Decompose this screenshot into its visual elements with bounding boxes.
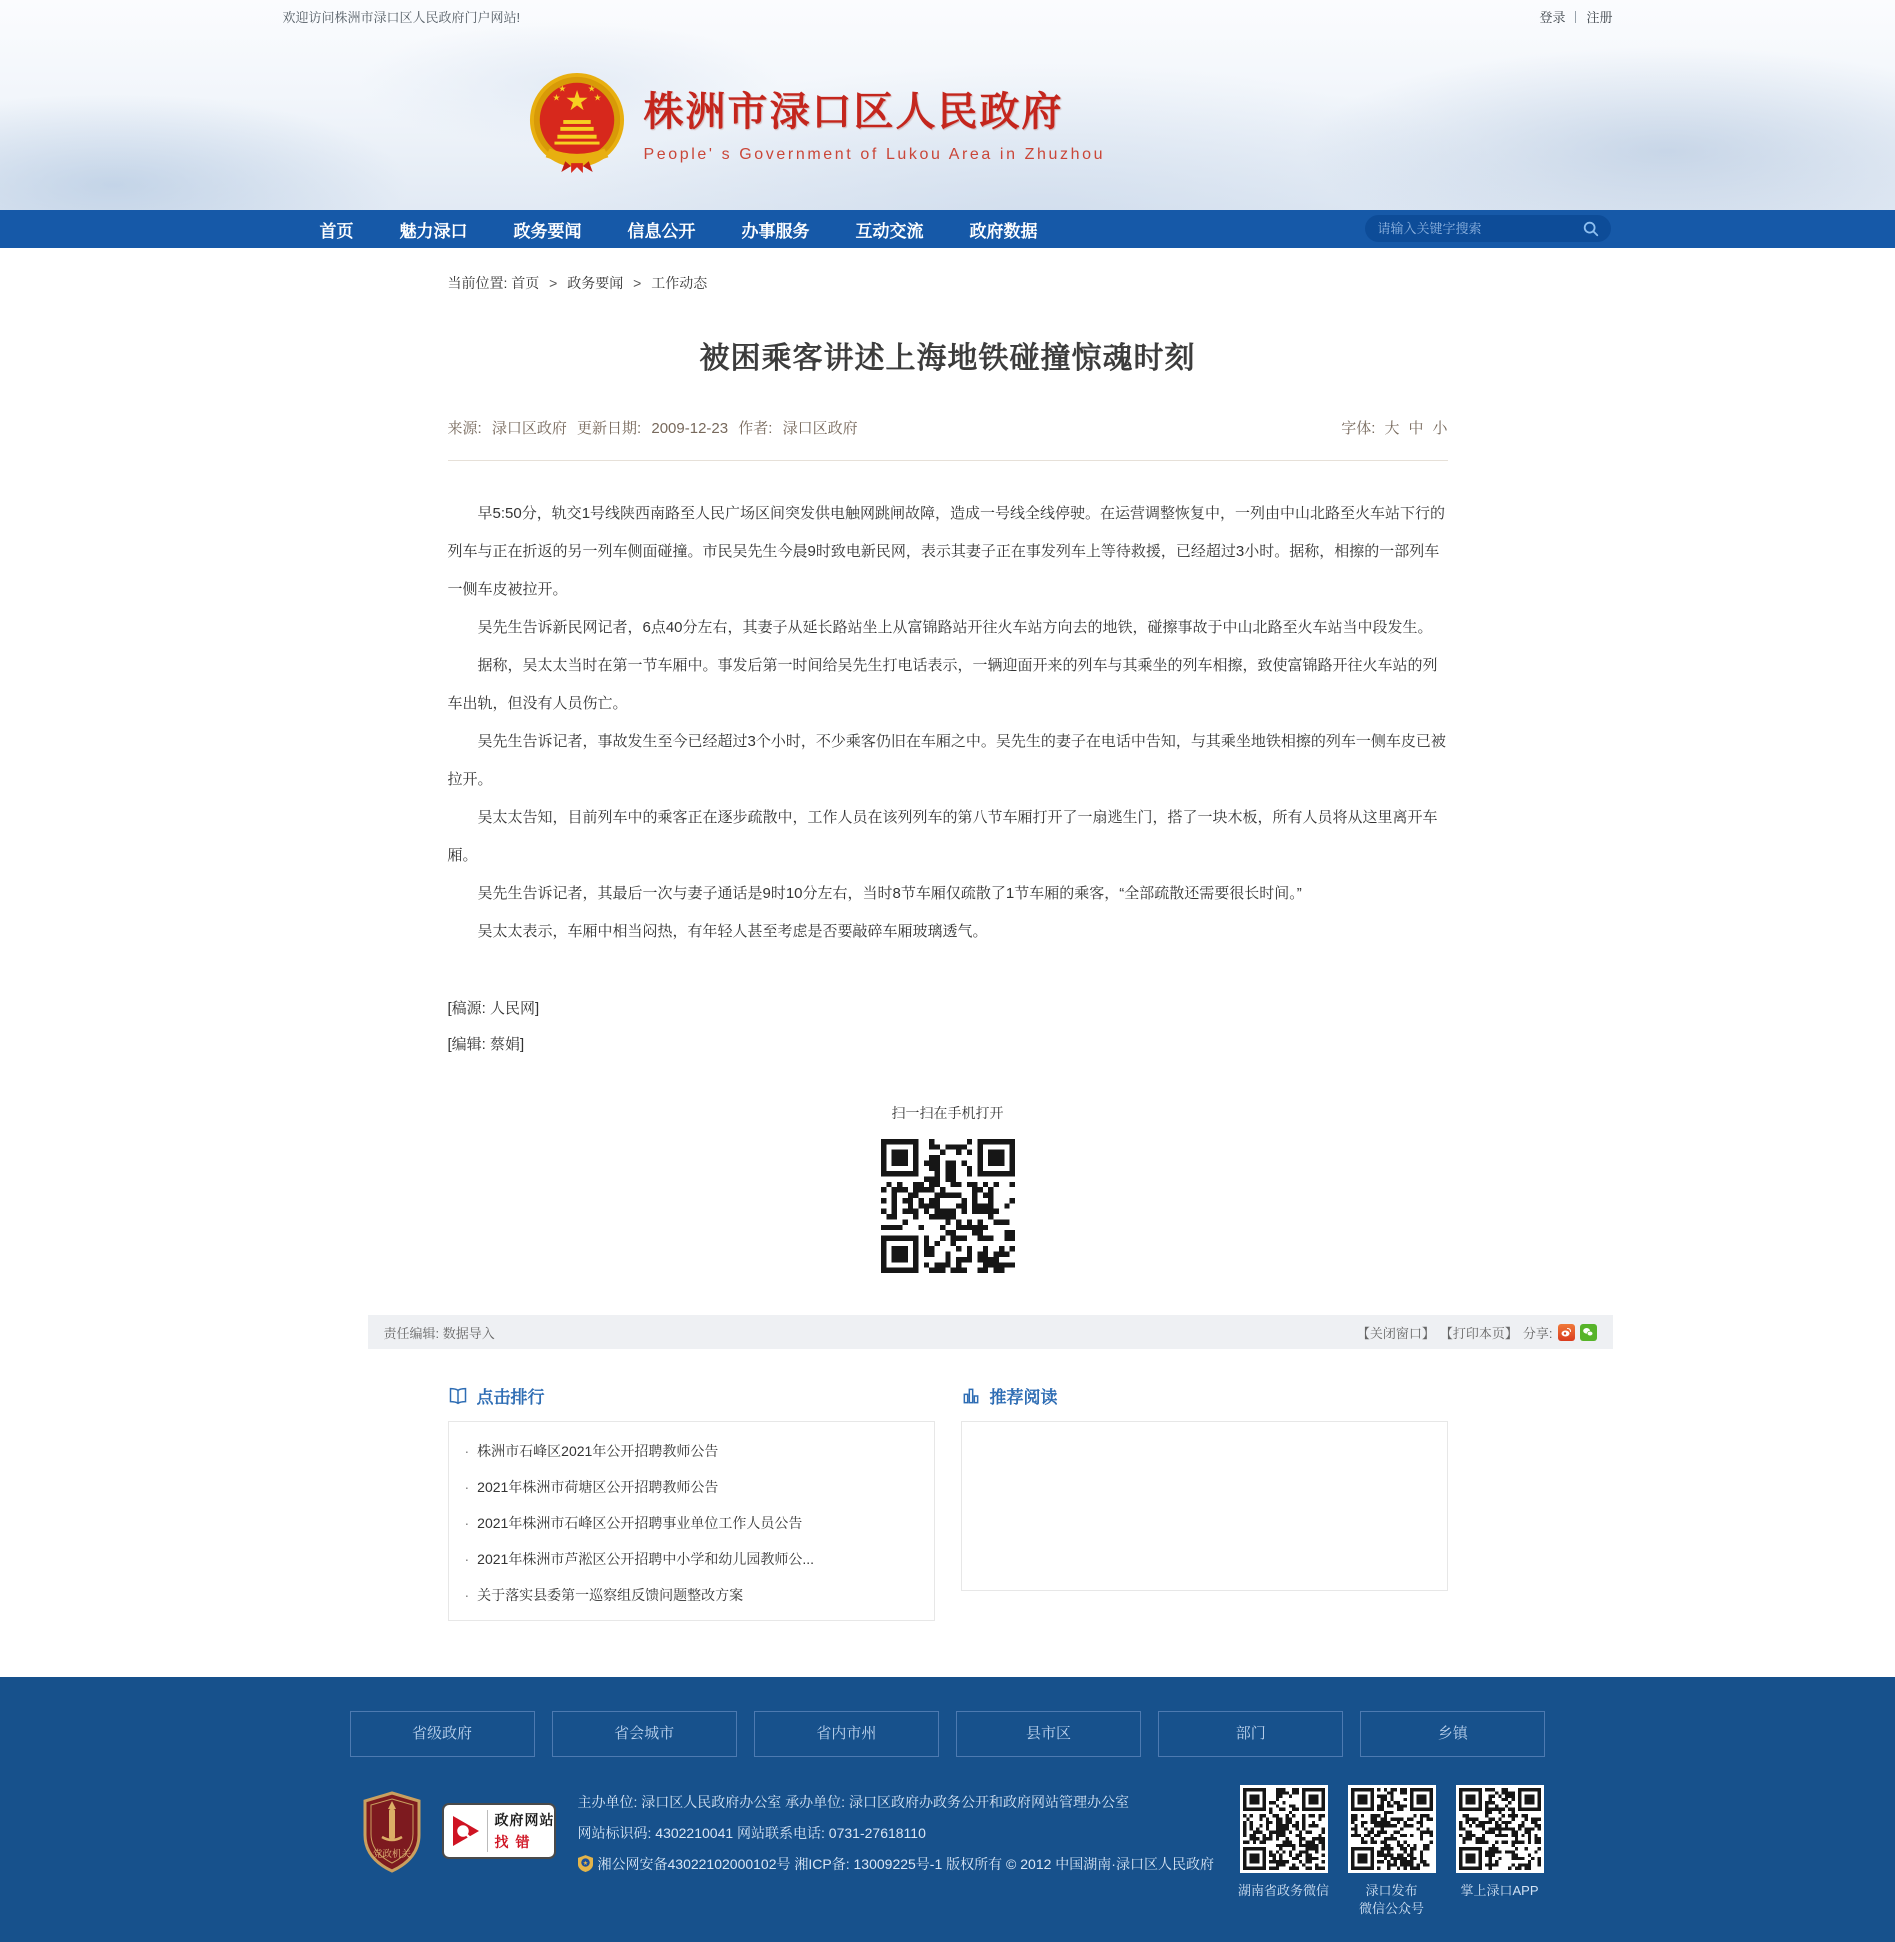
action-bar [368,1315,1613,1349]
font-size-small-button[interactable]: 小 [1432,420,1448,437]
ranking-item[interactable]: · 2021年株洲市芦淞区公开招聘中小学和幼儿园教师公... [464,1551,814,1567]
public-security-beian-link[interactable]: 湘公网安备43022102000102号 [597,1856,791,1872]
print-page-button[interactable]: 【打印本页】 [1439,1325,1518,1341]
police-badge-icon [578,1855,593,1872]
ranking-item[interactable]: · 2021年株洲市石峰区公开招聘事业单位工作人员公告 [464,1515,803,1531]
nav-item-gov-data[interactable]: 政府数据 [969,221,1038,241]
article-notes [448,991,1448,1063]
bar-chart-icon [961,1386,981,1406]
topbar [283,0,1613,33]
nav-item-charm-lukou[interactable]: 魅力渌口 [399,221,468,241]
nav-item-services[interactable]: 办事服务 [741,221,810,241]
note-editor: [编辑: 蔡娟] [447,1036,525,1053]
nav-item-interaction[interactable]: 互动交流 [855,221,924,241]
recommend-title: 推荐阅读 [989,1388,1058,1407]
qr-code-image [1240,1785,1328,1873]
note-source: [稿源: 人民网] [447,1000,540,1017]
footer-info-line2: 网站标识码: 4302210041 网站联系电话: 0731-27618110 [577,1825,926,1841]
font-size-medium-button[interactable]: 中 [1408,420,1424,437]
svg-text:党政机关: 党政机关 [372,1849,411,1860]
find-error-icon [451,1814,481,1848]
party-gov-badge-icon[interactable] [360,1791,424,1873]
footer-link-province-cities[interactable]: 省内市州 [754,1711,939,1757]
search-icon[interactable] [1582,220,1600,238]
search-box [1365,215,1611,242]
footer-link-townships[interactable]: 乡镇 [1360,1711,1545,1757]
breadcrumb-home[interactable]: 首页 [511,275,540,291]
footer-qr-hunan-wechat: 湖南省政务微信 [1238,1785,1330,1918]
source-label: 来源: [447,420,482,437]
date-label: 更新日期: [577,420,642,437]
source-value: 渌口区政府 [491,420,567,437]
article-title: 被困乘客讲述上海地铁碰撞惊魂时刻 [699,342,1196,375]
article-meta [448,417,1448,461]
national-emblem-icon [528,70,626,174]
site-banner [283,33,1613,210]
book-icon [448,1386,468,1406]
nav-item-gov-news[interactable]: 政务要闻 [513,221,582,241]
footer-link-counties[interactable]: 县市区 [956,1711,1141,1757]
qr-code-image [1348,1785,1436,1873]
site-title: 株洲市渌口区人民政府 [643,89,1064,134]
paragraph: 吴先生告诉记者，事故发生至今已经超过3个小时，不少乘客仍旧在车厢之中。吴先生的妻子在电话中告知，与其乘坐地铁相擦的列车一侧车皮已被拉开。 [447,733,1446,788]
author-label: 作者: [738,420,773,437]
footer [0,1677,1895,1942]
share-label: 分享: [1522,1325,1553,1341]
footer-qr-lukou-app: 掌上渌口APP [1454,1785,1546,1918]
paragraph: 早5:50分，轨交1号线陕西南路至人民广场区间突发供电触网跳闸故障，造成一号线全线停驶。在运营调整恢复中，一列由中山北路至火车站下行的列车与正在折返的另一列车侧面碰撞。市民吴先生今晨9时致电新民网，表示其妻子正在事发列车上等待救援，已经超过3小时。据称，相擦的一部列车一侧车皮被拉开。 [447,505,1446,598]
breadcrumb [448,248,1448,293]
footer-info-line3 [578,1849,1214,1880]
footer-link-departments[interactable]: 部门 [1158,1711,1343,1757]
footer-info-line1: 主办单位: 渌口区人民政府办公室 承办单位: 渌口区政府办政务公开和政府网站管理办公室 [577,1794,1129,1810]
svg-text:★: ★ [564,85,589,117]
wechat-share-icon[interactable] [1580,1324,1597,1341]
auth-divider [1575,11,1576,23]
breadcrumb-label: 当前位置: [447,275,508,291]
ranking-item[interactable]: · 株洲市石峰区2021年公开招聘教师公告 [464,1443,719,1459]
icp-copyright-text: 湘ICP备: 13009225号-1 版权所有 © 2012 中国湖南·渌口区人民政府 [794,1856,1214,1872]
weibo-share-icon[interactable] [1558,1324,1575,1341]
svg-text:★: ★ [551,92,560,103]
font-size-label: 字体: [1341,420,1376,437]
close-window-button[interactable]: 【关闭窗口】 [1356,1325,1435,1341]
ranking-item[interactable]: · 关于落实县委第一巡察组反馈问题整改方案 [464,1587,744,1603]
footer-qr-lukou-release: 渌口发布 微信公众号 [1346,1785,1438,1918]
footer-info [578,1787,1214,1880]
qr-code-image [1456,1785,1544,1873]
badge-error-line2: 找错 [494,1834,537,1850]
click-ranking-panel [448,1375,935,1621]
article-qr-code [881,1139,1015,1273]
article-body [448,495,1448,951]
paragraph: 吴太太告知，目前列车中的乘客正在逐步疏散中，工作人员在该列列车的第八节车厢打开了一扇逃生门，搭了一块木板，所有人员将从这里离开车厢。 [447,809,1438,864]
responsible-editor: 责任编辑: 数据导入 [383,1325,495,1341]
main-nav [0,210,1895,248]
breadcrumb-separator: > [549,275,558,291]
register-link[interactable]: 注册 [1586,10,1613,25]
svg-text:★: ★ [582,1860,588,1867]
paragraph: 吴先生告诉新民网记者，6点40分左右，其妻子从延长路站坐上从富锦路站开往火车站方向去的地铁，碰擦事故于中山北路至火车站当中段发生。 [477,619,1433,636]
site-error-report-badge[interactable] [442,1803,556,1859]
login-link[interactable]: 登录 [1539,10,1566,25]
site-subtitle: People' s Government of Lukou Area in Zhuzhou [643,145,1106,163]
footer-link-provincial-gov[interactable]: 省级政府 [350,1711,535,1757]
breadcrumb-separator: > [633,275,642,291]
font-size-large-button[interactable]: 大 [1384,420,1400,437]
recommend-list [961,1421,1448,1591]
breadcrumb-gov-news[interactable]: 政务要闻 [567,275,624,291]
ranking-list [448,1421,935,1621]
search-input[interactable] [1376,220,1582,237]
svg-text:★: ★ [557,84,566,95]
date-value: 2009-12-23 [651,420,729,437]
header-zone [0,0,1895,210]
nav-item-info-disclosure[interactable]: 信息公开 [627,221,696,241]
svg-text:★: ★ [587,84,596,95]
recommended-reading-panel [961,1375,1448,1621]
ranking-title: 点击排行 [476,1388,545,1407]
scan-caption: 扫一扫在手机打开 [891,1105,1004,1121]
footer-link-capital-city[interactable]: 省会城市 [552,1711,737,1757]
breadcrumb-work-trends[interactable]: 工作动态 [651,275,708,291]
badge-error-line1: 政府网站 [494,1812,555,1828]
paragraph: 据称，吴太太当时在第一节车厢中。事发后第一时间给吴先生打电话表示，一辆迎面开来的列车与其乘坐的列车相擦，致使富锦路开往火车站的列车出轨，但没有人员伤亡。 [447,657,1438,712]
welcome-text: 欢迎访问株洲市渌口区人民政府门户网站! [282,10,521,25]
paragraph: 吴太太表示，车厢中相当闷热，有年轻人甚至考虑是否要敲碎车厢玻璃透气。 [477,923,988,940]
svg-text:★: ★ [593,92,602,103]
author-value: 渌口区政府 [782,420,858,437]
paragraph: 吴先生告诉记者，其最后一次与妻子通话是9时10分左右，当时8节车厢仅疏散了1节车厢的乘客，“全部疏散还需要很长时间。” [477,885,1302,902]
ranking-item[interactable]: · 2021年株洲市荷塘区公开招聘教师公告 [464,1479,719,1495]
nav-item-home[interactable]: 首页 [319,221,354,241]
